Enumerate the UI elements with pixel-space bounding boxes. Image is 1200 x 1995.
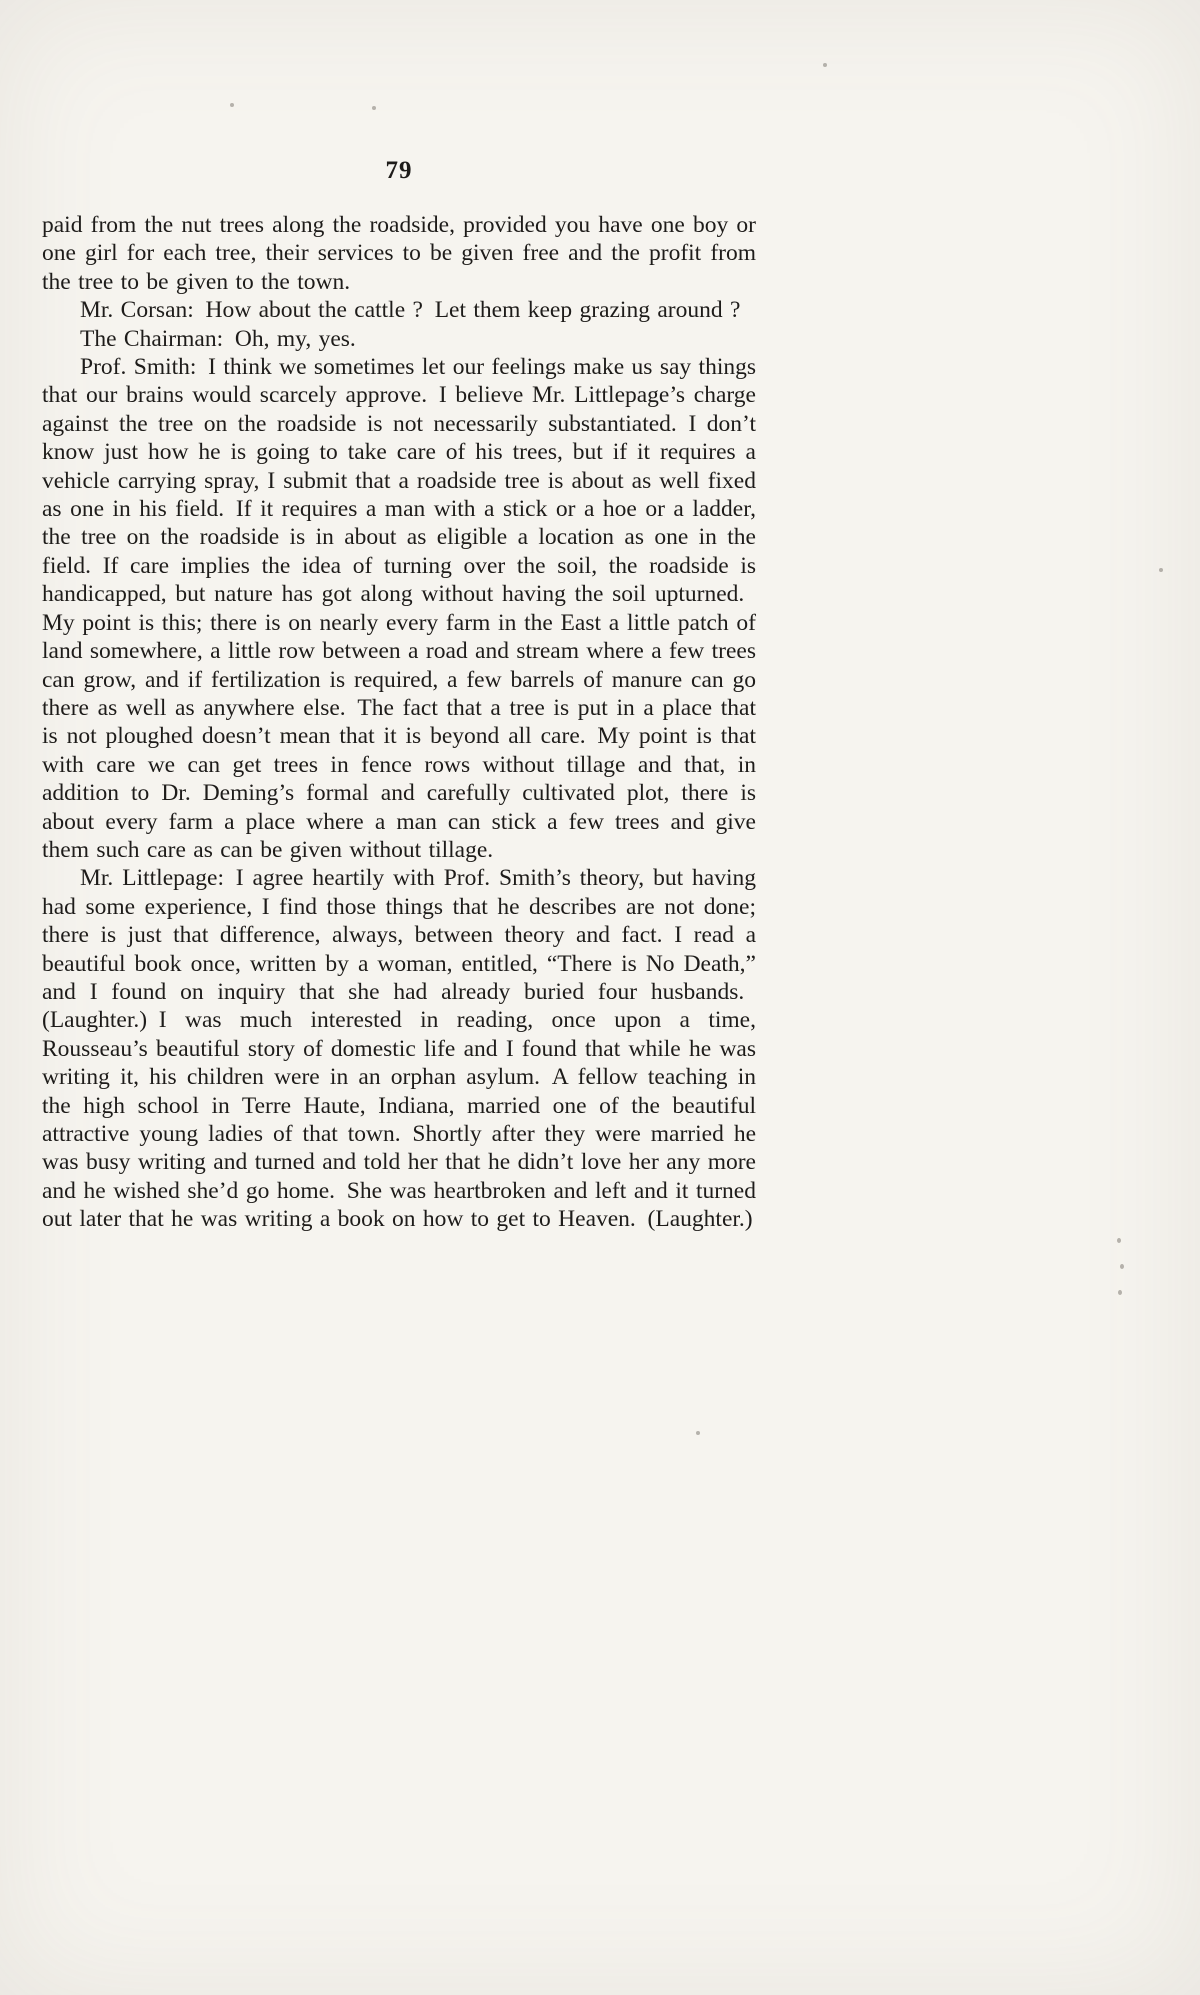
paragraph-2: Mr. Corsan: How about the cattle ? Let them keep grazing around ? [80,297,741,324]
paragraph-5: Mr. Littlepage: I agree heartily with Prof. Smith’s theory, but having had some experience, I find those things that he describes are not done; there is just that difference, always, between theory and fact. I read a beautiful book once, written by a woman, entitled, “There is No Death,” and I found on inquiry that she had already buried four husbands. (Laughter.) I was much interested in reading, once upon a time, Rousseau’s beautiful story of domestic life and I found that while he was writing it, his children were in an orphan asylum. A fellow teaching in the high school in Terre Haute, Indiana, married one of the beautiful attractive young ladies of that town. Shortly after they were married he was busy writing and turned and told her that he didn’t love her any more and he wished she’d go home. She was heartbroken and left and it turned out later that he was writing a book on how to get to Heaven. (Laughter.) [42,865,756,1233]
paragraph-4: Prof. Smith: I think we sometimes let our feelings make us say things that our brains would scarcely approve. I believe Mr. Littlepage’s charge against the tree on the roadside is not necessarily substantiated. I don’t know just how he is going to take care of his trees, but if it requires a vehicle carrying spray, I submit that a roadside tree is about as well fixed as one in his field. If it requires a man with a stick or a hoe or a ladder, the tree on the roadside is in about as eligible a location as one in the field. If care implies the idea of turning over the soil, the roadside is handicapped, but nature has got along without having the soil upturned. My point is this; there is on nearly every farm in the East a little patch of land somewhere, a little row between a road and stream where a few trees can grow, and if fertilization is required, a few barrels of manure can go there as well as anywhere else. The fact that a tree is put in a place that is not ploughed doesn’t mean that it is beyond all care. My point is that with care we can get trees in fence rows without tillage and that, in addition to Dr. Deming’s formal and carefully cultivated plot, there is about every farm a place where a man can stick a few trees and give them such care as can be given without tillage. [42,354,756,863]
scan-speck [823,63,827,67]
text-block [42,211,756,1234]
scan-speck [372,106,376,110]
paragraph-1: paid from the nut trees along the roadside, provided you have one boy or one girl for each tree, their services to be given free and the profit from the tree to be given to the town. [42,212,756,295]
scan-speck [696,1431,700,1435]
page-number: 79 [385,157,413,184]
paragraph-3: The Chairman: Oh, my, yes. [80,325,356,352]
scan-speck [1159,568,1163,572]
scan-speck [1120,1264,1124,1269]
scan-speck [230,103,234,107]
scan-speck [1117,1238,1121,1243]
scan-speck [1118,1290,1122,1295]
